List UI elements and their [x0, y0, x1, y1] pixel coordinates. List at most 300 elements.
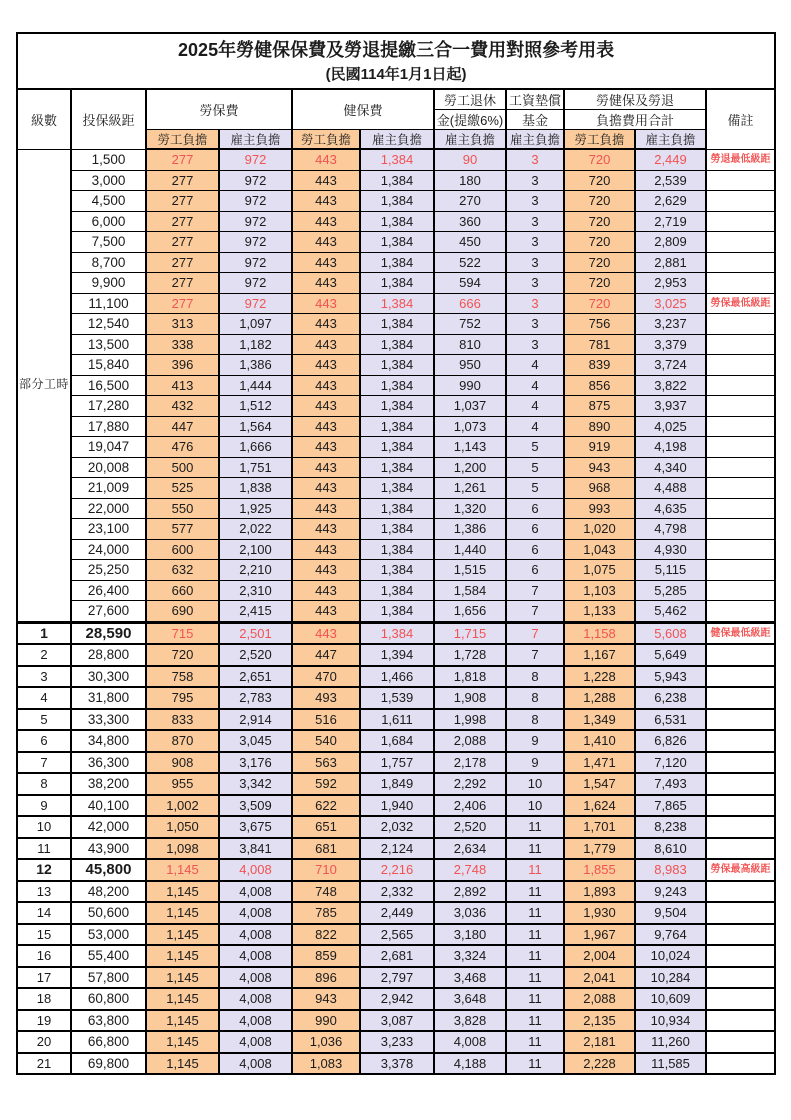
value-cell: 2,088	[434, 730, 506, 752]
value-cell: 4,188	[434, 1053, 506, 1075]
value-cell: 2,892	[434, 881, 506, 903]
value-cell: 3	[506, 273, 564, 294]
bracket-cell: 20,008	[71, 457, 146, 478]
table-row	[17, 838, 775, 860]
value-cell: 1,611	[360, 709, 434, 731]
bracket-cell: 55,400	[71, 945, 146, 967]
value-cell: 3,822	[635, 375, 706, 396]
value-cell: 1,167	[564, 644, 635, 666]
bracket-cell: 34,800	[71, 730, 146, 752]
value-cell: 2,953	[635, 273, 706, 294]
value-cell: 1,002	[146, 795, 219, 817]
level-cell: 15	[17, 924, 71, 946]
value-cell: 896	[292, 967, 360, 989]
value-cell: 1,384	[360, 457, 434, 478]
value-cell: 3,237	[635, 314, 706, 335]
value-cell: 622	[292, 795, 360, 817]
subheader-labor-employer: 雇主負擔	[219, 130, 292, 150]
value-cell: 3,176	[219, 752, 292, 774]
value-cell: 2,634	[434, 838, 506, 860]
value-cell: 1,288	[564, 687, 635, 709]
value-cell: 908	[146, 752, 219, 774]
remark-cell	[706, 687, 775, 709]
table-row	[17, 191, 775, 212]
value-cell: 1,384	[360, 273, 434, 294]
value-cell: 720	[564, 293, 635, 314]
value-cell: 447	[292, 644, 360, 666]
value-cell: 2,310	[219, 580, 292, 601]
table-title-cell	[17, 33, 775, 89]
value-cell: 11	[506, 881, 564, 903]
value-cell: 11	[506, 945, 564, 967]
remark-cell	[706, 375, 775, 396]
value-cell: 1,410	[564, 730, 635, 752]
value-cell: 3	[506, 232, 564, 253]
table-row	[17, 1053, 775, 1075]
value-cell: 443	[292, 580, 360, 601]
remark-cell	[706, 314, 775, 335]
table-row	[17, 232, 775, 253]
value-cell: 2,032	[360, 816, 434, 838]
value-cell: 1,384	[360, 334, 434, 355]
value-cell: 1,564	[219, 416, 292, 437]
table-row	[17, 334, 775, 355]
value-cell: 6	[506, 539, 564, 560]
value-cell: 3	[506, 170, 564, 191]
value-cell: 476	[146, 437, 219, 458]
value-cell: 90	[434, 149, 506, 170]
remark-cell	[706, 709, 775, 731]
value-cell: 2,681	[360, 945, 434, 967]
value-cell: 1,050	[146, 816, 219, 838]
value-cell: 8	[506, 666, 564, 688]
remark-cell	[706, 881, 775, 903]
bracket-cell: 69,800	[71, 1053, 146, 1075]
value-cell: 2,181	[564, 1031, 635, 1053]
value-cell: 2,449	[635, 149, 706, 170]
value-cell: 413	[146, 375, 219, 396]
value-cell: 4	[506, 416, 564, 437]
value-cell: 1,466	[360, 666, 434, 688]
value-cell: 822	[292, 924, 360, 946]
value-cell: 6,531	[635, 709, 706, 731]
level-cell: 18	[17, 988, 71, 1010]
col-header-pension-line2: 金(提繳6%)	[434, 110, 506, 130]
value-cell: 3,025	[635, 293, 706, 314]
remark-cell	[706, 211, 775, 232]
value-cell: 943	[292, 988, 360, 1010]
value-cell: 443	[292, 355, 360, 376]
value-cell: 4,008	[219, 1031, 292, 1053]
table-row	[17, 709, 775, 731]
value-cell: 7,120	[635, 752, 706, 774]
level-cell: 6	[17, 730, 71, 752]
level-cell: 9	[17, 795, 71, 817]
value-cell: 681	[292, 838, 360, 860]
value-cell: 1,145	[146, 924, 219, 946]
remark-cell	[706, 232, 775, 253]
value-cell: 1,384	[360, 539, 434, 560]
table-row	[17, 293, 775, 314]
table-row	[17, 924, 775, 946]
value-cell: 1,145	[146, 1053, 219, 1075]
table-row	[17, 730, 775, 752]
value-cell: 3	[506, 252, 564, 273]
value-cell: 360	[434, 211, 506, 232]
value-cell: 1,384	[360, 498, 434, 519]
col-header-total-line1: 勞健保及勞退	[564, 89, 706, 110]
value-cell: 11	[506, 988, 564, 1010]
value-cell: 277	[146, 149, 219, 170]
bracket-cell: 11,100	[71, 293, 146, 314]
value-cell: 720	[564, 252, 635, 273]
table-row	[17, 539, 775, 560]
value-cell: 3,180	[434, 924, 506, 946]
value-cell: 277	[146, 191, 219, 212]
value-cell: 1,098	[146, 838, 219, 860]
value-cell: 1,855	[564, 859, 635, 881]
table-row	[17, 622, 775, 644]
value-cell: 443	[292, 519, 360, 540]
value-cell: 11	[506, 1010, 564, 1032]
value-cell: 7	[506, 622, 564, 644]
value-cell: 1,779	[564, 838, 635, 860]
bracket-cell: 33,300	[71, 709, 146, 731]
value-cell: 2,520	[434, 816, 506, 838]
value-cell: 313	[146, 314, 219, 335]
value-cell: 11,260	[635, 1031, 706, 1053]
value-cell: 3,324	[434, 945, 506, 967]
value-cell: 756	[564, 314, 635, 335]
value-cell: 875	[564, 396, 635, 417]
subheader-labor-worker: 勞工負擔	[146, 130, 219, 150]
bracket-cell: 12,540	[71, 314, 146, 335]
value-cell: 4,008	[434, 1031, 506, 1053]
value-cell: 4,340	[635, 457, 706, 478]
value-cell: 443	[292, 149, 360, 170]
level-cell: 12	[17, 859, 71, 881]
bracket-cell: 6,000	[71, 211, 146, 232]
remark-cell	[706, 730, 775, 752]
col-header-remark: 備註	[706, 89, 775, 149]
value-cell: 443	[292, 273, 360, 294]
value-cell: 993	[564, 498, 635, 519]
value-cell: 11,585	[635, 1053, 706, 1075]
value-cell: 1,073	[434, 416, 506, 437]
value-cell: 870	[146, 730, 219, 752]
value-cell: 8,983	[635, 859, 706, 881]
value-cell: 1,145	[146, 1010, 219, 1032]
table-row	[17, 1010, 775, 1032]
value-cell: 4,008	[219, 924, 292, 946]
title-row	[17, 33, 775, 89]
value-cell: 1,967	[564, 924, 635, 946]
value-cell: 720	[564, 232, 635, 253]
bracket-cell: 3,000	[71, 170, 146, 191]
value-cell: 1,384	[360, 252, 434, 273]
remark-cell: 勞保最高級距	[706, 859, 775, 881]
value-cell: 11	[506, 902, 564, 924]
value-cell: 1,200	[434, 457, 506, 478]
value-cell: 972	[219, 170, 292, 191]
value-cell: 2,041	[564, 967, 635, 989]
value-cell: 470	[292, 666, 360, 688]
value-cell: 447	[146, 416, 219, 437]
value-cell: 5,608	[635, 622, 706, 644]
remark-cell	[706, 478, 775, 499]
remark-cell	[706, 967, 775, 989]
subheader-wage-fund-employer: 雇主負擔	[506, 130, 564, 150]
value-cell: 594	[434, 273, 506, 294]
value-cell: 1,701	[564, 816, 635, 838]
bracket-cell: 1,500	[71, 149, 146, 170]
value-cell: 8	[506, 709, 564, 731]
remark-cell	[706, 838, 775, 860]
value-cell: 11	[506, 859, 564, 881]
value-cell: 2,719	[635, 211, 706, 232]
value-cell: 9	[506, 730, 564, 752]
value-cell: 443	[292, 170, 360, 191]
value-cell: 396	[146, 355, 219, 376]
remark-cell	[706, 355, 775, 376]
value-cell: 493	[292, 687, 360, 709]
col-header-wage-fund-line2: 基金	[506, 110, 564, 130]
value-cell: 1,757	[360, 752, 434, 774]
value-cell: 2,216	[360, 859, 434, 881]
value-cell: 8,610	[635, 838, 706, 860]
value-cell: 919	[564, 437, 635, 458]
value-cell: 5,649	[635, 644, 706, 666]
value-cell: 4,008	[219, 1010, 292, 1032]
bracket-cell: 13,500	[71, 334, 146, 355]
level-cell: 14	[17, 902, 71, 924]
table-row	[17, 687, 775, 709]
remark-cell	[706, 1010, 775, 1032]
value-cell: 443	[292, 498, 360, 519]
value-cell: 2,210	[219, 560, 292, 581]
value-cell: 690	[146, 601, 219, 623]
bracket-cell: 66,800	[71, 1031, 146, 1053]
bracket-cell: 50,600	[71, 902, 146, 924]
table-row	[17, 1031, 775, 1053]
bracket-cell: 23,100	[71, 519, 146, 540]
value-cell: 10,609	[635, 988, 706, 1010]
value-cell: 6,238	[635, 687, 706, 709]
value-cell: 720	[146, 644, 219, 666]
value-cell: 6	[506, 498, 564, 519]
value-cell: 1,386	[434, 519, 506, 540]
level-cell: 11	[17, 838, 71, 860]
value-cell: 3,342	[219, 773, 292, 795]
part-time-label: 部分工時	[17, 149, 71, 622]
value-cell: 1,930	[564, 902, 635, 924]
level-cell: 13	[17, 881, 71, 903]
table-row	[17, 273, 775, 294]
value-cell: 1,384	[360, 293, 434, 314]
value-cell: 11	[506, 1031, 564, 1053]
value-cell: 600	[146, 539, 219, 560]
table-row	[17, 252, 775, 273]
value-cell: 540	[292, 730, 360, 752]
premium-reference-table	[16, 32, 776, 1075]
bracket-cell: 7,500	[71, 232, 146, 253]
value-cell: 3,233	[360, 1031, 434, 1053]
value-cell: 4	[506, 375, 564, 396]
value-cell: 890	[564, 416, 635, 437]
bracket-cell: 17,880	[71, 416, 146, 437]
value-cell: 443	[292, 478, 360, 499]
remark-cell	[706, 988, 775, 1010]
value-cell: 4,008	[219, 988, 292, 1010]
value-cell: 758	[146, 666, 219, 688]
value-cell: 3,828	[434, 1010, 506, 1032]
subheader-pension-employer: 雇主負擔	[434, 130, 506, 150]
table-row	[17, 416, 775, 437]
remark-cell	[706, 795, 775, 817]
value-cell: 5,462	[635, 601, 706, 623]
value-cell: 2,449	[360, 902, 434, 924]
value-cell: 1,925	[219, 498, 292, 519]
level-cell: 8	[17, 773, 71, 795]
value-cell: 443	[292, 293, 360, 314]
table-body	[17, 149, 775, 1074]
bracket-cell: 63,800	[71, 1010, 146, 1032]
table-row	[17, 859, 775, 881]
value-cell: 660	[146, 580, 219, 601]
table-row	[17, 211, 775, 232]
value-cell: 1,728	[434, 644, 506, 666]
value-cell: 720	[564, 149, 635, 170]
value-cell: 11	[506, 838, 564, 860]
value-cell: 2,135	[564, 1010, 635, 1032]
value-cell: 1,384	[360, 601, 434, 623]
value-cell: 443	[292, 560, 360, 581]
value-cell: 666	[434, 293, 506, 314]
bracket-cell: 60,800	[71, 988, 146, 1010]
remark-cell	[706, 170, 775, 191]
remark-cell	[706, 924, 775, 946]
value-cell: 856	[564, 375, 635, 396]
value-cell: 550	[146, 498, 219, 519]
value-cell: 443	[292, 601, 360, 623]
bracket-cell: 8,700	[71, 252, 146, 273]
value-cell: 2,022	[219, 519, 292, 540]
col-header-labor-insurance: 勞保費	[146, 89, 292, 130]
value-cell: 1,384	[360, 622, 434, 644]
value-cell: 1,440	[434, 539, 506, 560]
value-cell: 1,145	[146, 988, 219, 1010]
value-cell: 10,024	[635, 945, 706, 967]
value-cell: 443	[292, 416, 360, 437]
value-cell: 4,025	[635, 416, 706, 437]
value-cell: 9,764	[635, 924, 706, 946]
remark-cell	[706, 644, 775, 666]
value-cell: 2,124	[360, 838, 434, 860]
value-cell: 632	[146, 560, 219, 581]
value-cell: 443	[292, 191, 360, 212]
value-cell: 9,243	[635, 881, 706, 903]
value-cell: 277	[146, 252, 219, 273]
bracket-cell: 21,009	[71, 478, 146, 499]
value-cell: 1,893	[564, 881, 635, 903]
value-cell: 4,008	[219, 945, 292, 967]
value-cell: 1,036	[292, 1031, 360, 1053]
remark-cell	[706, 816, 775, 838]
value-cell: 5,115	[635, 560, 706, 581]
table-row	[17, 560, 775, 581]
table-row	[17, 149, 775, 170]
bracket-cell: 25,250	[71, 560, 146, 581]
value-cell: 3	[506, 334, 564, 355]
value-cell: 443	[292, 622, 360, 644]
value-cell: 3	[506, 314, 564, 335]
value-cell: 4,008	[219, 902, 292, 924]
remark-cell	[706, 601, 775, 623]
value-cell: 10,934	[635, 1010, 706, 1032]
value-cell: 1,384	[360, 191, 434, 212]
value-cell: 1,908	[434, 687, 506, 709]
table-row	[17, 816, 775, 838]
value-cell: 1,666	[219, 437, 292, 458]
value-cell: 11	[506, 924, 564, 946]
value-cell: 1,849	[360, 773, 434, 795]
bracket-cell: 4,500	[71, 191, 146, 212]
value-cell: 4,008	[219, 967, 292, 989]
remark-cell	[706, 1053, 775, 1075]
value-cell: 748	[292, 881, 360, 903]
col-header-total-line2: 負擔費用合計	[564, 110, 706, 130]
value-cell: 3,378	[360, 1053, 434, 1075]
value-cell: 9,504	[635, 902, 706, 924]
value-cell: 443	[292, 396, 360, 417]
value-cell: 443	[292, 375, 360, 396]
page-title: 2025年勞健保保費及勞退提繳三合一費用對照參考用表	[178, 40, 615, 60]
value-cell: 972	[219, 252, 292, 273]
value-cell: 277	[146, 293, 219, 314]
value-cell: 1,133	[564, 601, 635, 623]
remark-cell	[706, 580, 775, 601]
value-cell: 2,783	[219, 687, 292, 709]
value-cell: 833	[146, 709, 219, 731]
value-cell: 3	[506, 149, 564, 170]
page-subtitle: (民國114年1月1日起)	[325, 66, 467, 83]
table-row	[17, 314, 775, 335]
value-cell: 2,809	[635, 232, 706, 253]
value-cell: 795	[146, 687, 219, 709]
bracket-cell: 19,047	[71, 437, 146, 458]
value-cell: 1,998	[434, 709, 506, 731]
value-cell: 1,228	[564, 666, 635, 688]
value-cell: 1,384	[360, 170, 434, 191]
level-cell: 3	[17, 666, 71, 688]
level-cell: 10	[17, 816, 71, 838]
value-cell: 443	[292, 232, 360, 253]
col-header-level: 級數	[17, 89, 71, 149]
value-cell: 2,629	[635, 191, 706, 212]
value-cell: 1,261	[434, 478, 506, 499]
value-cell: 1,145	[146, 967, 219, 989]
value-cell: 1,320	[434, 498, 506, 519]
value-cell: 2,292	[434, 773, 506, 795]
value-cell: 5,285	[635, 580, 706, 601]
value-cell: 859	[292, 945, 360, 967]
remark-cell	[706, 437, 775, 458]
bracket-cell: 57,800	[71, 967, 146, 989]
value-cell: 277	[146, 273, 219, 294]
value-cell: 500	[146, 457, 219, 478]
value-cell: 1,384	[360, 478, 434, 499]
value-cell: 3,648	[434, 988, 506, 1010]
